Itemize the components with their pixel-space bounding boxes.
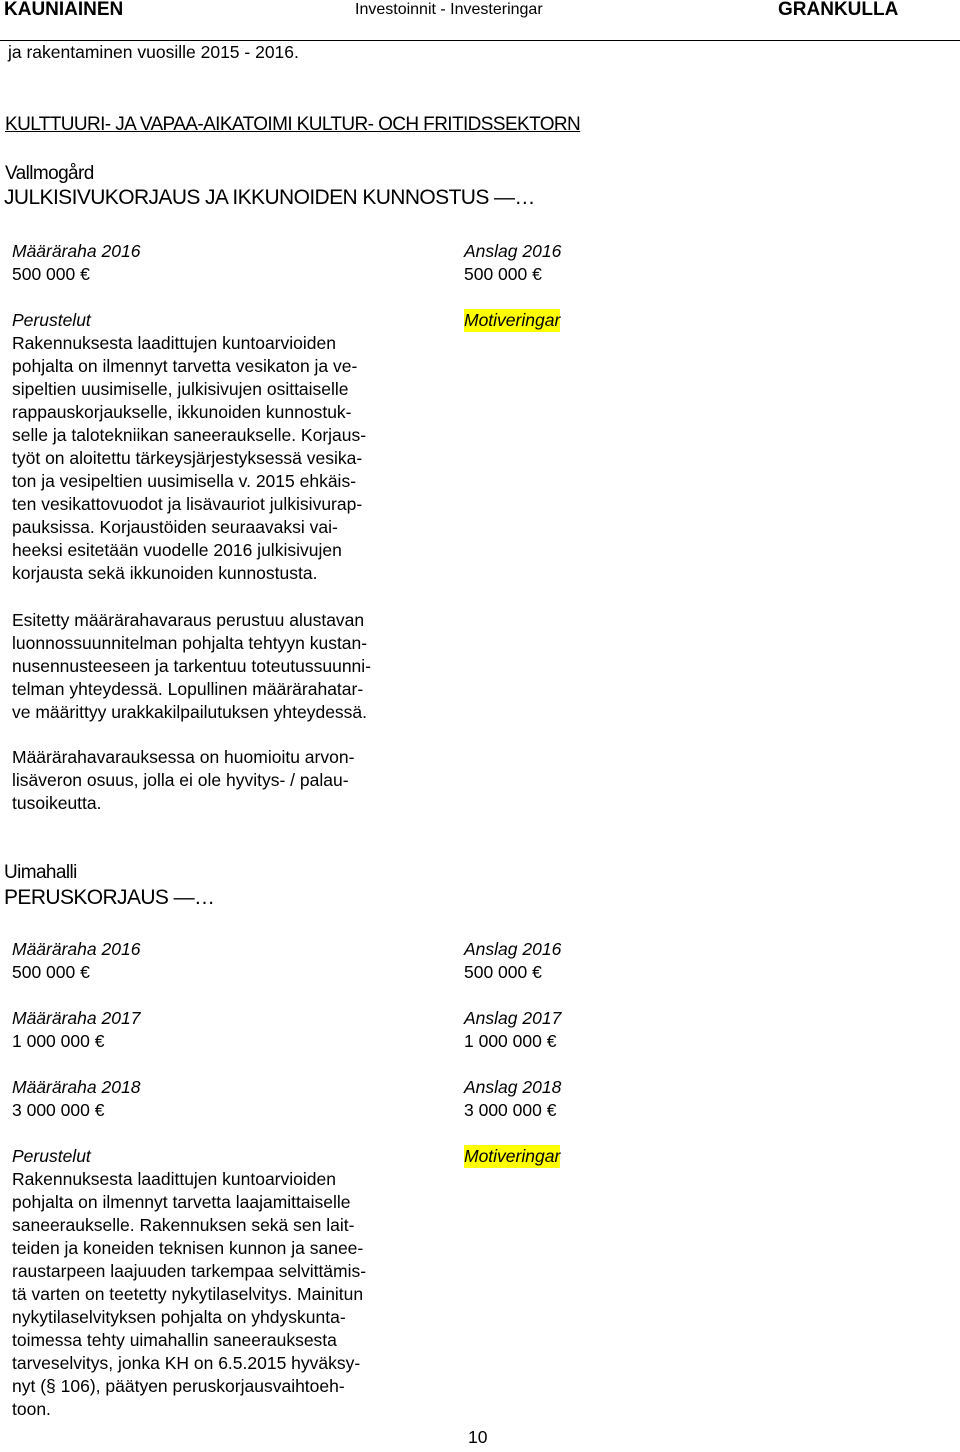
page-number: 10 xyxy=(468,1427,488,1447)
text-line: Rakennuksesta laadittujen kuntoarvioiden xyxy=(12,1169,336,1189)
text-line: ton ja vesipeltien uusimisella v. 2015 ehkäis- xyxy=(12,471,357,491)
text-line: pohjalta on ilmennyt tarvetta vesikaton ja ve- xyxy=(12,356,358,376)
project1-title: JULKISIVUKORJAUS JA IKKUNOIDEN KUNNOSTUS —… xyxy=(4,186,535,209)
text-line: ten vesikattovuodot ja lisävauriot julkisivurap- xyxy=(12,494,363,514)
project2-title: PERUSKORJAUS —… xyxy=(4,886,215,909)
text-line: nyt (§ 106), päätyen peruskorjausvaihtoeh- xyxy=(12,1376,345,1396)
text-line: pauksissa. Korjaustöiden seuraavaksi vai- xyxy=(12,517,338,537)
header-center-title: Investoinnit - Investeringar xyxy=(355,1,543,18)
text-line: työt on aloitettu tärkeysjärjestyksessä vesika- xyxy=(12,448,363,468)
project2-paragraph-1 xyxy=(12,1168,366,1421)
text-line: ve määrittyy urakkakilpailutuksen yhteydessä. xyxy=(12,702,368,722)
project2-alloc-2018-sv-label: Anslag 2018 xyxy=(464,1077,562,1097)
text-line: teiden ja koneiden teknisen kunnon ja sanee- xyxy=(12,1238,364,1258)
project2-alloc-2018-fi-value: 3 000 000 € xyxy=(12,1100,105,1120)
project2-alloc-2017-fi-value: 1 000 000 € xyxy=(12,1031,105,1051)
text-line: tusoikeutta. xyxy=(12,793,102,813)
intro-line: ja rakentaminen vuosille 2015 - 2016. xyxy=(8,42,299,62)
header-left-city: KAUNIAINEN xyxy=(4,0,124,20)
text-line: nusennusteeseen ja tarkentuu toteutussuunni- xyxy=(12,656,372,676)
text-line: selle ja talotekniikan saneeraukselle. Korjaus- xyxy=(12,425,367,445)
text-line: tarveselvitys, jonka KH on 6.5.2015 hyväksy- xyxy=(12,1353,361,1373)
text-line: toimessa tehty uimahallin saneerauksesta xyxy=(12,1330,337,1350)
project2-alloc-2016-sv-label: Anslag 2016 xyxy=(464,939,562,959)
text-line: rappauskorjaukselle, ikkunoiden kunnostuk- xyxy=(12,402,352,422)
project2-perustelut-heading: Perustelut xyxy=(12,1146,91,1166)
text-line: toon. xyxy=(12,1399,51,1419)
text-line: nykytilaselvityksen pohjalta on yhdyskunta- xyxy=(12,1307,346,1327)
text-line: raustarpeen laajuuden tarkempaa selvittämis- xyxy=(12,1261,367,1281)
project1-perustelut-heading: Perustelut xyxy=(12,310,91,330)
project2-alloc-2017-sv-label: Anslag 2017 xyxy=(464,1008,562,1028)
header-right-city: GRANKULLA xyxy=(778,0,899,20)
project2-alloc-2018-fi-label: Määräraha 2018 xyxy=(12,1077,141,1097)
project2-alloc-2016-fi-value: 500 000 € xyxy=(12,962,90,982)
text-line: Esitetty määrärahavaraus perustuu alustavan xyxy=(12,610,365,630)
project1-alloc-sv-label: Anslag 2016 xyxy=(464,241,562,261)
project1-alloc-sv-value: 500 000 € xyxy=(464,264,542,284)
project2-alloc-2017-sv-value: 1 000 000 € xyxy=(464,1031,557,1051)
page-header xyxy=(0,0,960,41)
text-line: pohjalta on ilmennyt tarvetta laajamittaiselle xyxy=(12,1192,351,1212)
text-line: telman yhteydessä. Lopullinen määrärahatar- xyxy=(12,679,364,699)
text-line: sipeltien uusimiselle, julkisivujen osittaiselle xyxy=(12,379,349,399)
text-line: Määrärahavarauksessa on huomioitu arvon- xyxy=(12,747,355,767)
project2-alloc-2017-fi-label: Määräraha 2017 xyxy=(12,1008,141,1028)
project2-alloc-2016-sv-value: 500 000 € xyxy=(464,962,542,982)
project1-alloc-fi-value: 500 000 € xyxy=(12,264,90,284)
project1-paragraph-1 xyxy=(12,332,366,585)
project1-motiveringar-heading: Motiveringar xyxy=(464,310,561,330)
project2-name: Uimahalli xyxy=(4,862,77,883)
text-line: korjausta sekä ikkunoiden kunnostusta. xyxy=(12,563,318,583)
text-line: saneeraukselle. Rakennuksen sekä sen lait- xyxy=(12,1215,355,1235)
text-line: heeksi esitetään vuodelle 2016 julkisivujen xyxy=(12,540,342,560)
text-line: Rakennuksesta laadittujen kuntoarvioiden xyxy=(12,333,336,353)
project1-paragraph-2 xyxy=(12,609,371,724)
section-title: KULTTUURI- JA VAPAA-AIKATOIMI KULTUR- OCH FRITIDSSEKTORN xyxy=(5,114,581,135)
project1-paragraph-3 xyxy=(12,746,354,815)
project2-alloc-2016-fi-label: Määräraha 2016 xyxy=(12,939,141,959)
text-line: tä varten on teetetty nykytilaselvitys. Mainitun xyxy=(12,1284,364,1304)
project2-alloc-2018-sv-value: 3 000 000 € xyxy=(464,1100,557,1120)
project2-motiveringar-heading: Motiveringar xyxy=(464,1146,561,1166)
project1-name: Vallmogård xyxy=(5,163,94,184)
text-line: luonnossuunnitelman pohjalta tehtyyn kustan- xyxy=(12,633,368,653)
project1-alloc-fi-label: Määräraha 2016 xyxy=(12,241,141,261)
text-line: lisäveron osuus, jolla ei ole hyvitys- / palau- xyxy=(12,770,349,790)
